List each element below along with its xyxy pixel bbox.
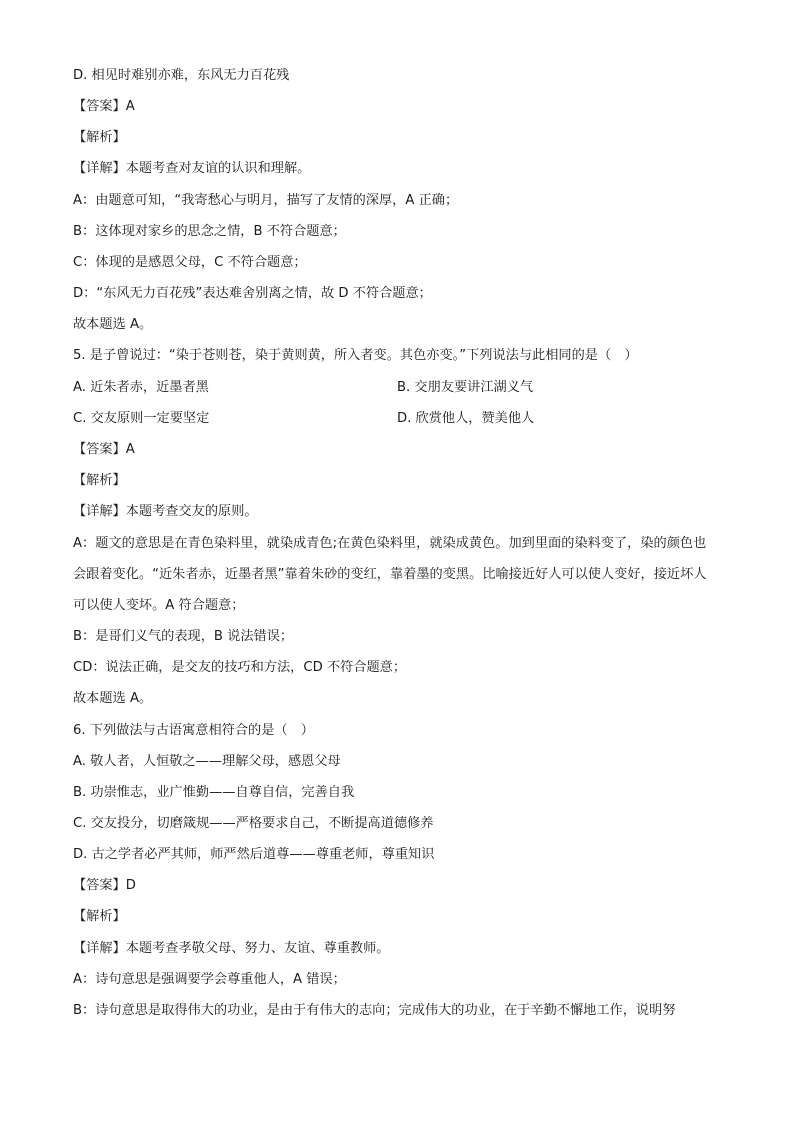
detail-d: D：“东风无力百花残”表达难舍别离之情，故 D 不符合题意； [73, 286, 432, 301]
answer-label: 【答案】A [73, 442, 135, 457]
q6-option-d: D. 古之学者必严其师，师严然后道尊——尊重老师，尊重知识 [73, 847, 435, 862]
analysis-label: 【解析】 [73, 909, 126, 924]
q6-option-c: C. 交友投分，切磨箴规——严格要求自己，不断提高道德修养 [73, 816, 434, 831]
detail-label: 【详解】本题考查孝敬父母、努力、友谊、尊重教师。 [73, 941, 390, 956]
detail-b: B：诗句意思是取得伟大的功业，是由于有伟大的志向；完成伟大的功业，在于辛勤不懈地工作，说明努 [73, 1003, 676, 1018]
answer-label: 【答案】D [73, 878, 136, 893]
detail-b: B：是哥们义气的表现，B 说法错误； [73, 629, 294, 644]
analysis-label: 【解析】 [73, 473, 126, 488]
question-5: 5. 是子曾说过：“染于苍则苍，染于黄则黄，所入者变。其色亦变。”下列说法与此相同的是（ ） [73, 348, 638, 363]
q5-option-a: A. 近朱者赤，近墨者黑 [73, 380, 209, 395]
question-6: 6. 下列做法与古语寓意相符合的是（ ） [73, 723, 314, 738]
conclusion: 故本题选 A。 [73, 691, 153, 706]
detail-cd: CD：说法正确，是交友的技巧和方法，CD 不符合题意； [73, 660, 407, 675]
q6-option-b: B. 功崇惟志，业广惟勤——自尊自信，完善自我 [73, 785, 355, 800]
detail-a-paragraph: A：题文的意思是在青色染料里，就染成青色;在黄色染料里，就染成黄色。加到里面的染料变了，染的颜色也会跟着变化。“近朱者赤，近墨者黑”靠着朱砂的变红，靠着墨的变黑。比喻接近好人可以使人变好，接近坏人可以使人变坏。A 符合题意； [73, 536, 707, 613]
q5-option-d: D. 欣赏他人，赞美他人 [397, 411, 535, 426]
answer-label: 【答案】A [73, 99, 135, 114]
q6-option-a: A. 敬人者，人恒敬之——理解父母，感恩父母 [73, 754, 341, 769]
analysis-label: 【解析】 [73, 130, 126, 145]
detail-label: 【详解】本题考查交友的原则。 [73, 504, 258, 519]
q5-option-b: B. 交朋友要讲江湖义气 [397, 380, 534, 395]
detail-a: A：诗句意思是强调要学会尊重他人，A 错误； [73, 972, 346, 987]
conclusion: 故本题选 A。 [73, 317, 153, 332]
detail-b: B：这体现对家乡的思念之情，B 不符合题意； [73, 224, 346, 239]
detail-c: C：体现的是感恩父母，C 不符合题意； [73, 255, 307, 270]
q5-option-c: C. 交友原则一定要坚定 [73, 411, 210, 426]
detail-a: A：由题意可知，“我寄愁心与明月，描写了友情的深厚，A 正确； [73, 193, 459, 208]
option-d-prev: D. 相见时难别亦难，东风无力百花残 [73, 68, 290, 83]
detail-label: 【详解】本题考查对友谊的认识和理解。 [73, 161, 311, 176]
